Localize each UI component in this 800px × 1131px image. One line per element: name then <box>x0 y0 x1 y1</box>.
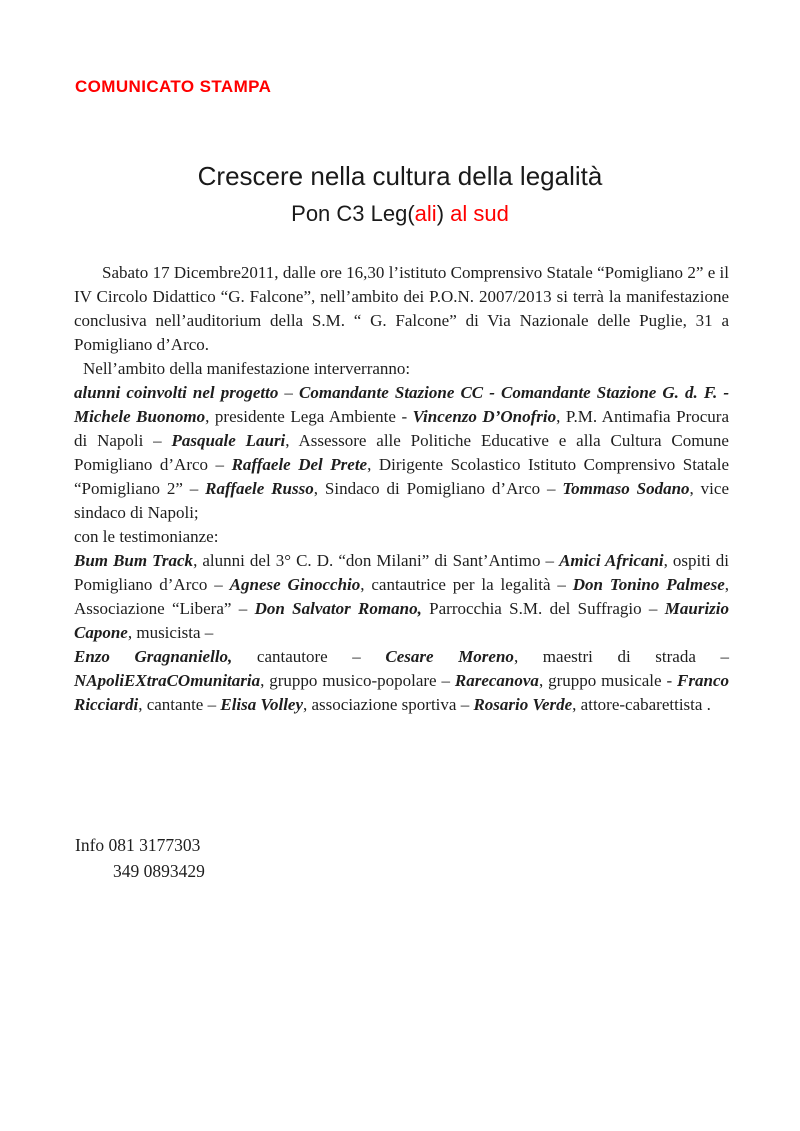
text-run: , P.M. Antimafia Procura di Napoli – <box>74 407 729 450</box>
text-run: , cantautrice per la legalità – <box>360 575 573 594</box>
text-run: , vice sindaco di Napoli; <box>74 479 729 522</box>
emphasized-name: Bum Bum Track <box>74 551 194 570</box>
emphasized-name: Franco Ricciardi <box>74 671 730 714</box>
subtitle-run: ) <box>436 201 445 226</box>
paragraph <box>74 381 729 525</box>
text-run: , Sindaco di Pomigliano d’Arco – <box>313 479 563 498</box>
text-run: , Associazione “Libera” – <box>74 575 729 618</box>
text-run: , Assessore alle Politiche Educative e alla Cultura Comune Pomigliano d’Arco – <box>74 431 729 474</box>
text-run: , ospiti di Pomigliano d’Arco – <box>74 551 729 594</box>
emphasized-name: Maurizio Capone <box>74 599 730 642</box>
text-run: , attore-cabarettista . <box>572 695 711 714</box>
emphasized-name: Cesare Moreno <box>385 647 514 666</box>
emphasized-name: Enzo Gragnaniello, <box>74 647 233 666</box>
emphasized-name: Raffaele Russo <box>205 479 314 498</box>
text-run: con le testimonianze: <box>74 527 219 546</box>
text-run: , maestri di strada – <box>513 647 729 666</box>
text-run: Nell’ambito della manifestazione interverranno: <box>83 359 411 378</box>
text-run: Parrocchia S.M. del Suffragio – <box>421 599 665 618</box>
text-run: Sabato 17 Dicembre2011, dalle ore 16,30 l’istituto Comprensivo Statale “Pomigliano 2” e il IV Circolo Didattico “G. Falcone”, nell’ambito dei P.O.N. 2007/2013 si terrà la manifestazione conclusiva nell’auditorium della S.M. “ G. Falcone” di Via Nazionale delle Puglie, 31 a Pomigliano d’Arco. <box>74 263 729 354</box>
paragraph <box>74 525 729 549</box>
emphasized-name: Amici Africani <box>559 551 664 570</box>
emphasized-name: Rarecanova <box>454 671 539 690</box>
document-body <box>74 261 729 717</box>
emphasized-name: Comandante Stazione CC - Comandante Stazione G. d. F. - Michele Buonomo <box>74 383 730 426</box>
paragraph <box>74 261 729 357</box>
text-run: , musicista – <box>127 623 214 642</box>
contact-info <box>75 832 205 884</box>
text-run: , presidente Lega Ambiente - <box>205 407 413 426</box>
paragraph <box>74 357 729 381</box>
emphasized-name: Pasquale Lauri <box>171 431 286 450</box>
emphasized-name: Vincenzo D’Onofrio <box>412 407 557 426</box>
emphasized-name: NApoliEXtraCOmunitaria <box>74 671 261 690</box>
text-run: , cantante – <box>138 695 221 714</box>
emphasized-name: Tommaso Sodano <box>562 479 690 498</box>
text-run: , Dirigente Scolastico Istituto Comprensivo Statale “Pomigliano 2” – <box>74 455 729 498</box>
text-run: – <box>278 383 300 402</box>
paragraph <box>74 549 729 645</box>
emphasized-name: Don Salvator Romano, <box>254 599 422 618</box>
text-run: , alunni del 3° C. D. “don Milani” di Sant’Antimo – <box>193 551 560 570</box>
text-run: , gruppo musico-popolare – <box>260 671 455 690</box>
emphasized-name: Elisa Volley <box>220 695 304 714</box>
emphasized-name: Raffaele Del Prete <box>231 455 368 474</box>
page-subtitle <box>0 201 800 227</box>
contact-phone-primary: Info 081 3177303 <box>75 835 201 855</box>
emphasized-name: Don Tonino Palmese <box>572 575 725 594</box>
text-run: , gruppo musicale - <box>538 671 678 690</box>
subtitle-run: ali <box>414 201 437 226</box>
page-title: Crescere nella cultura della legalità <box>197 161 603 191</box>
emphasized-name: Rosario Verde <box>473 695 573 714</box>
subtitle-run: Pon C3 Leg( <box>291 201 415 226</box>
emphasized-name: Agnese Ginocchio <box>229 575 361 594</box>
subtitle-run: al sud <box>444 201 509 226</box>
text-run: cantautore – <box>232 647 386 666</box>
press-release-label: COMUNICATO STAMPA <box>75 77 272 96</box>
paragraph <box>74 645 729 717</box>
emphasized-name: alunni coinvolti nel progetto <box>74 383 279 402</box>
text-run: , associazione sportiva – <box>303 695 474 714</box>
contact-phone-secondary: 349 0893429 <box>113 861 205 881</box>
